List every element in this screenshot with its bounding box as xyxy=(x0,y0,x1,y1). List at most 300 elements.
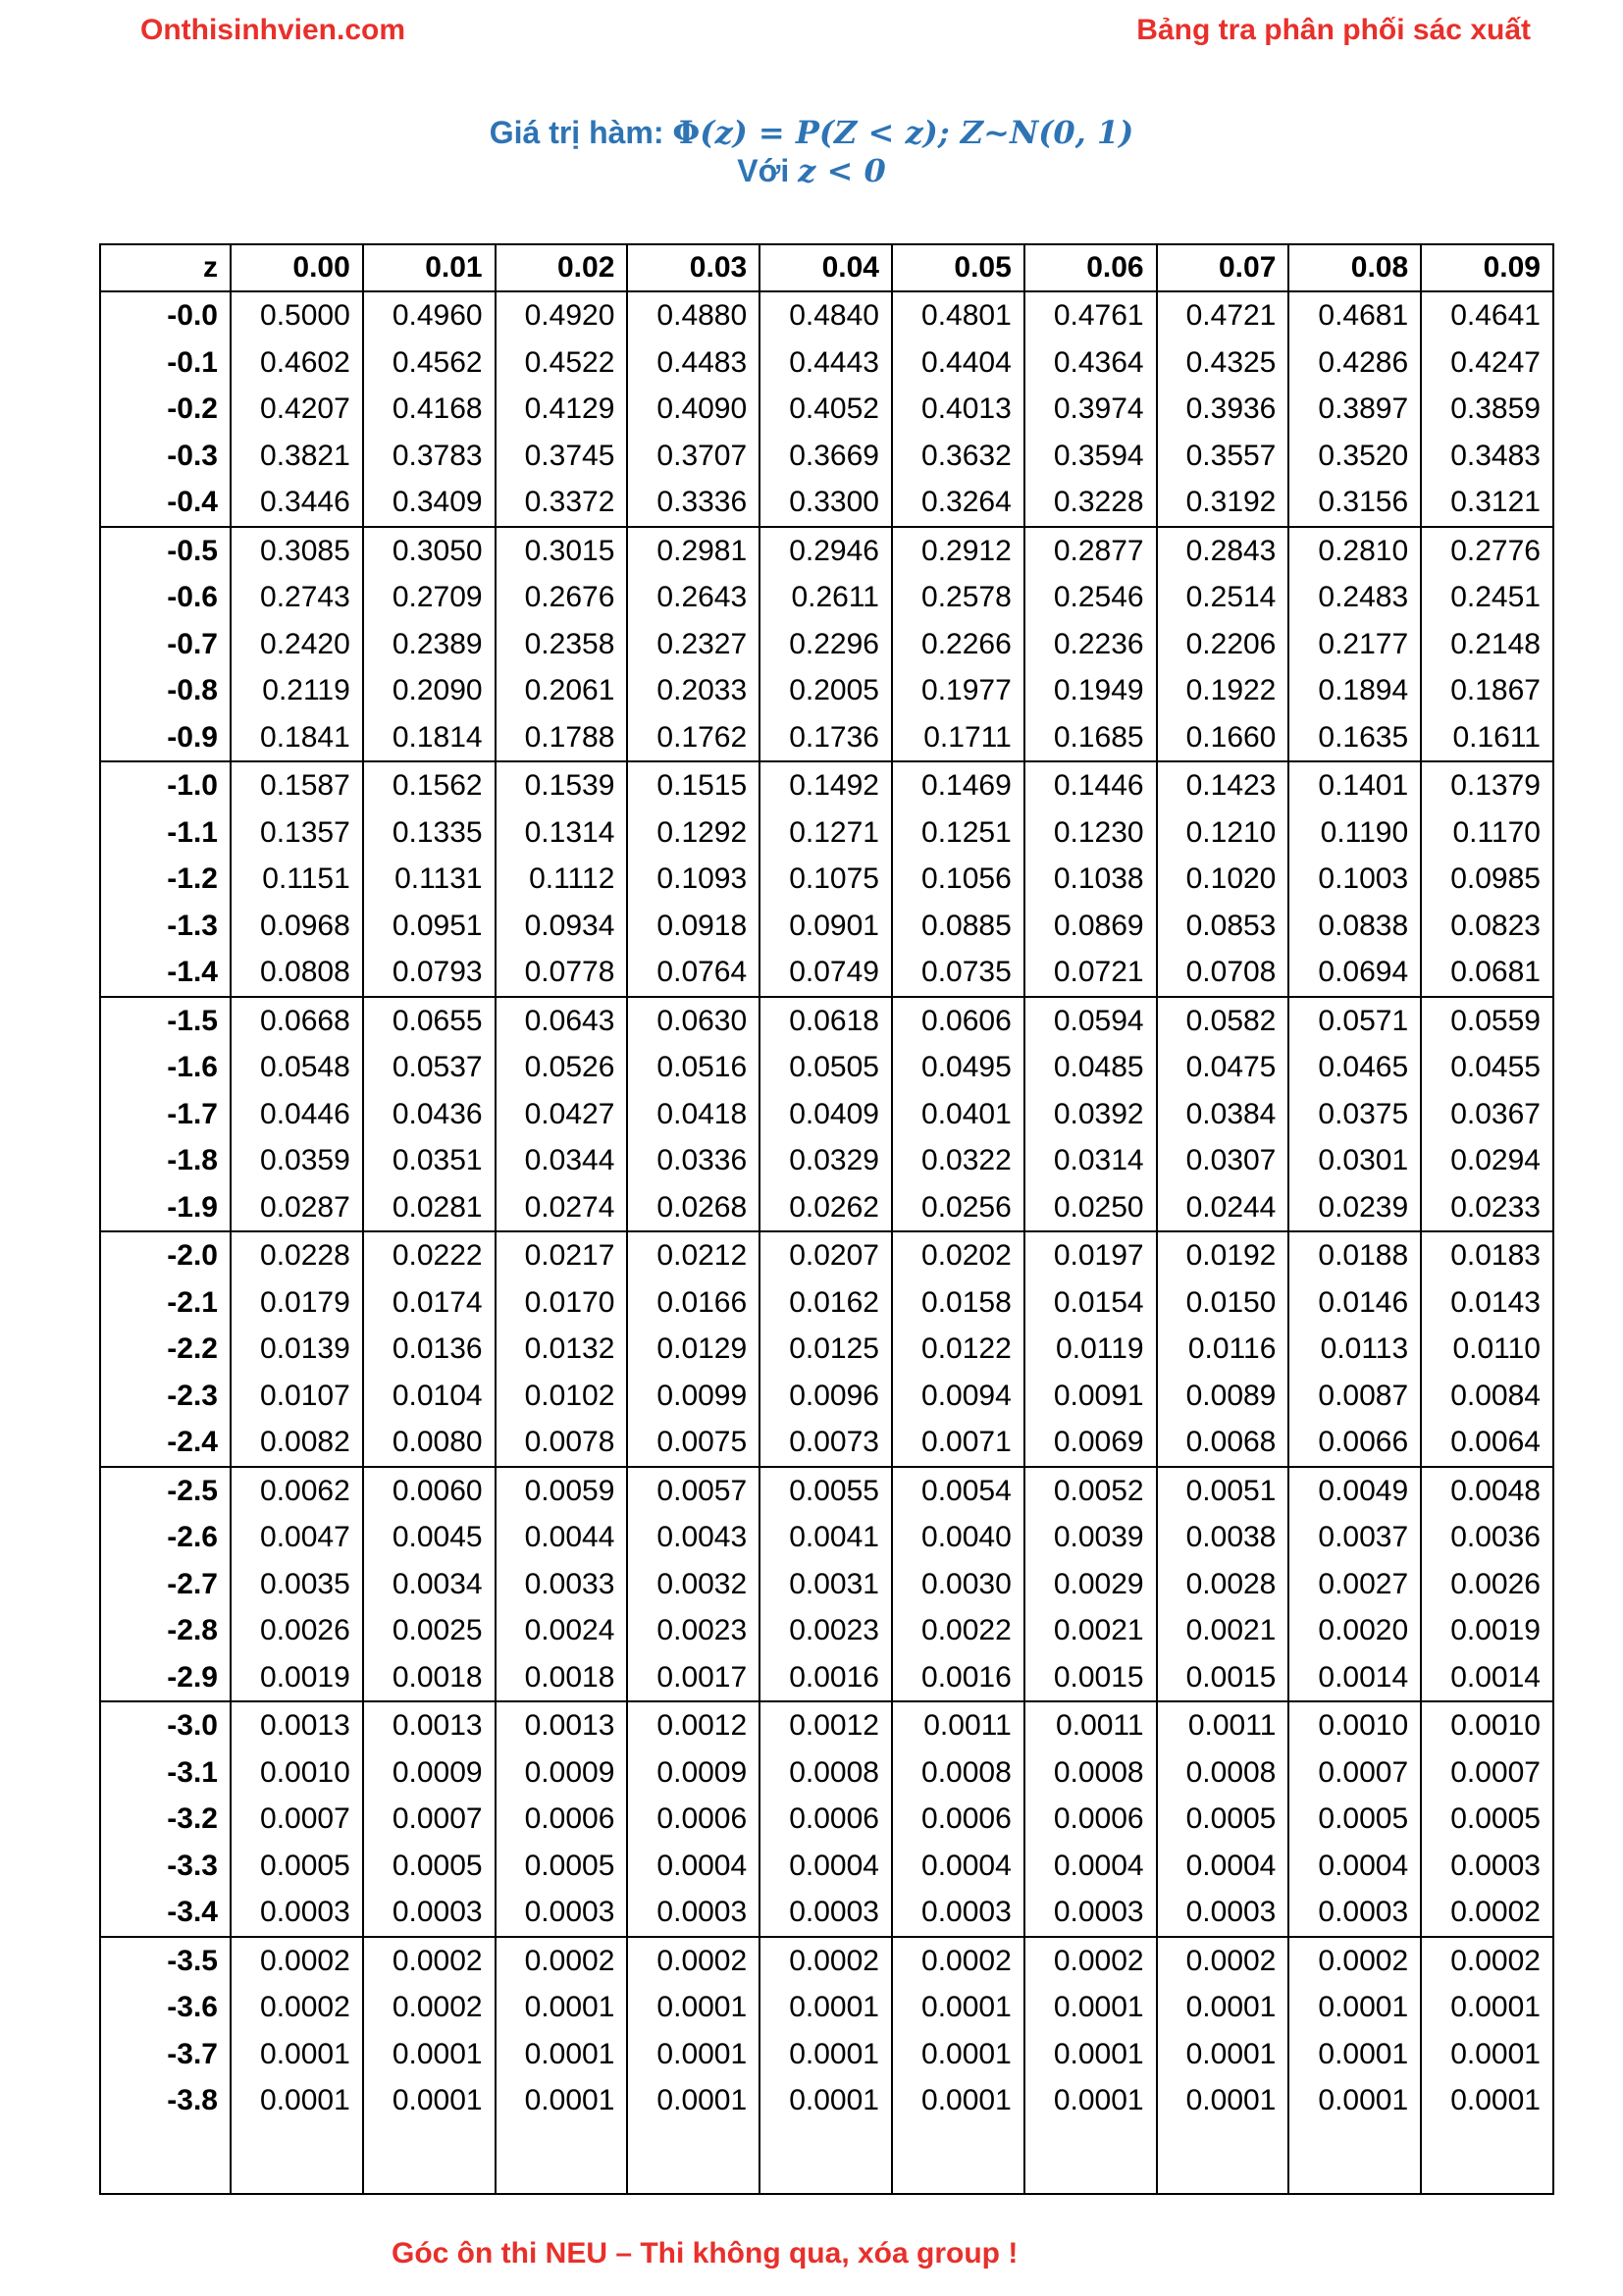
probability-cell: 0.3372 xyxy=(496,479,628,527)
probability-cell: 0.0001 xyxy=(627,2077,759,2124)
probability-cell: 0.2206 xyxy=(1157,621,1289,668)
empty-cell xyxy=(496,2124,628,2194)
probability-cell: 0.0004 xyxy=(1157,1843,1289,1890)
probability-cell: 0.4168 xyxy=(363,386,496,433)
probability-cell: 0.0048 xyxy=(1421,1467,1553,1515)
probability-cell: 0.0001 xyxy=(1421,2031,1553,2078)
table-header-row xyxy=(100,244,1553,291)
probability-cell: 0.2266 xyxy=(892,621,1024,668)
probability-cell: 0.0183 xyxy=(1421,1231,1553,1279)
probability-cell: 0.0003 xyxy=(1024,1889,1157,1937)
empty-cell xyxy=(1157,2124,1289,2194)
table-row xyxy=(100,997,1553,1045)
probability-cell: 0.0764 xyxy=(627,949,759,997)
probability-cell: 0.0212 xyxy=(627,1231,759,1279)
table-row xyxy=(100,386,1553,433)
table-title xyxy=(0,114,1623,151)
probability-cell: 0.0418 xyxy=(627,1091,759,1138)
probability-cell: 0.0089 xyxy=(1157,1373,1289,1420)
probability-cell: 0.0001 xyxy=(496,2031,628,2078)
probability-cell: 0.1492 xyxy=(759,761,892,809)
probability-cell: 0.0268 xyxy=(627,1184,759,1232)
probability-cell: 0.1762 xyxy=(627,714,759,762)
probability-cell: 0.0559 xyxy=(1421,997,1553,1045)
probability-cell: 0.4286 xyxy=(1288,339,1421,387)
probability-cell: 0.4247 xyxy=(1421,339,1553,387)
probability-cell: 0.0594 xyxy=(1024,997,1157,1045)
probability-cell: 0.2389 xyxy=(363,621,496,668)
probability-cell: 0.0059 xyxy=(496,1467,628,1515)
column-header: 0.00 xyxy=(231,244,363,291)
z-value-cell: -3.1 xyxy=(100,1749,231,1797)
probability-cell: 0.0001 xyxy=(1157,2077,1289,2124)
table-row xyxy=(100,856,1553,903)
probability-cell: 0.0052 xyxy=(1024,1467,1157,1515)
column-header: 0.02 xyxy=(496,244,628,291)
z-value-cell: -2.8 xyxy=(100,1607,231,1654)
probability-cell: 0.3745 xyxy=(496,433,628,480)
probability-cell: 0.0655 xyxy=(363,997,496,1045)
probability-cell: 0.0102 xyxy=(496,1373,628,1420)
probability-cell: 0.1949 xyxy=(1024,667,1157,714)
probability-cell: 0.4840 xyxy=(759,291,892,339)
probability-cell: 0.0094 xyxy=(892,1373,1024,1420)
table-row xyxy=(100,1843,1553,1890)
probability-cell: 0.3336 xyxy=(627,479,759,527)
probability-cell: 0.1020 xyxy=(1157,856,1289,903)
probability-cell: 0.0001 xyxy=(363,2077,496,2124)
probability-cell: 0.0001 xyxy=(231,2031,363,2078)
probability-cell: 0.0010 xyxy=(1421,1701,1553,1749)
probability-cell: 0.0062 xyxy=(231,1467,363,1515)
probability-cell: 0.1190 xyxy=(1288,809,1421,857)
probability-cell: 0.0721 xyxy=(1024,949,1157,997)
probability-cell: 0.0011 xyxy=(1024,1701,1157,1749)
probability-cell: 0.0132 xyxy=(496,1326,628,1373)
probability-cell: 0.1112 xyxy=(496,856,628,903)
probability-cell: 0.1922 xyxy=(1157,667,1289,714)
z-value-cell: -0.7 xyxy=(100,621,231,668)
z-value-cell: -0.4 xyxy=(100,479,231,527)
probability-cell: 0.0192 xyxy=(1157,1231,1289,1279)
table-row xyxy=(100,479,1553,527)
probability-cell: 0.4364 xyxy=(1024,339,1157,387)
probability-cell: 0.1446 xyxy=(1024,761,1157,809)
footer-slogan: Góc ôn thi NEU – Thi không qua, xóa group ! xyxy=(392,2237,1019,2270)
probability-cell: 0.3264 xyxy=(892,479,1024,527)
table-row xyxy=(100,621,1553,668)
probability-cell: 0.0001 xyxy=(496,1984,628,2031)
empty-cell xyxy=(363,2124,496,2194)
probability-cell: 0.0918 xyxy=(627,903,759,950)
probability-cell: 0.2776 xyxy=(1421,527,1553,575)
probability-cell: 0.0071 xyxy=(892,1419,1024,1467)
empty-cell xyxy=(231,2124,363,2194)
probability-cell: 0.0314 xyxy=(1024,1137,1157,1184)
z-value-cell: -0.8 xyxy=(100,667,231,714)
probability-cell: 0.1814 xyxy=(363,714,496,762)
probability-cell: 0.3974 xyxy=(1024,386,1157,433)
probability-cell: 0.0060 xyxy=(363,1467,496,1515)
probability-cell: 0.0013 xyxy=(231,1701,363,1749)
site-name: Onthisinhvien.com xyxy=(140,14,406,46)
probability-cell: 0.0808 xyxy=(231,949,363,997)
z-value-cell: -0.6 xyxy=(100,574,231,621)
probability-cell: 0.0143 xyxy=(1421,1279,1553,1327)
table-row xyxy=(100,714,1553,762)
probability-cell: 0.0005 xyxy=(363,1843,496,1890)
probability-cell: 0.1469 xyxy=(892,761,1024,809)
probability-cell: 0.0066 xyxy=(1288,1419,1421,1467)
probability-cell: 0.1788 xyxy=(496,714,628,762)
probability-cell: 0.0002 xyxy=(231,1984,363,2031)
probability-cell: 0.0694 xyxy=(1288,949,1421,997)
probability-cell: 0.0281 xyxy=(363,1184,496,1232)
probability-cell: 0.1335 xyxy=(363,809,496,857)
probability-cell: 0.3409 xyxy=(363,479,496,527)
probability-cell: 0.0002 xyxy=(759,1937,892,1985)
probability-cell: 0.1711 xyxy=(892,714,1024,762)
probability-cell: 0.0202 xyxy=(892,1231,1024,1279)
table-row xyxy=(100,1184,1553,1232)
table-row xyxy=(100,1749,1553,1797)
probability-cell: 0.0004 xyxy=(892,1843,1024,1890)
probability-cell: 0.1230 xyxy=(1024,809,1157,857)
probability-cell: 0.1056 xyxy=(892,856,1024,903)
probability-cell: 0.1867 xyxy=(1421,667,1553,714)
probability-cell: 0.1515 xyxy=(627,761,759,809)
probability-cell: 0.0008 xyxy=(759,1749,892,1797)
z-value-cell: -1.4 xyxy=(100,949,231,997)
probability-cell: 0.1292 xyxy=(627,809,759,857)
z-value-cell: -2.9 xyxy=(100,1654,231,1702)
probability-cell: 0.0007 xyxy=(1288,1749,1421,1797)
probability-cell: 0.4013 xyxy=(892,386,1024,433)
probability-cell: 0.0008 xyxy=(1157,1749,1289,1797)
empty-cell xyxy=(627,2124,759,2194)
column-header: 0.03 xyxy=(627,244,759,291)
table-row xyxy=(100,1937,1553,1985)
probability-cell: 0.3015 xyxy=(496,527,628,575)
probability-cell: 0.3632 xyxy=(892,433,1024,480)
probability-cell: 0.0038 xyxy=(1157,1514,1289,1561)
z-value-cell: -2.4 xyxy=(100,1419,231,1467)
probability-cell: 0.3520 xyxy=(1288,433,1421,480)
probability-cell: 0.0436 xyxy=(363,1091,496,1138)
probability-cell: 0.2514 xyxy=(1157,574,1289,621)
probability-cell: 0.0307 xyxy=(1157,1137,1289,1184)
probability-cell: 0.0001 xyxy=(1421,1984,1553,2031)
table-row xyxy=(100,1984,1553,2031)
probability-cell: 0.2327 xyxy=(627,621,759,668)
probability-cell: 0.0080 xyxy=(363,1419,496,1467)
probability-cell: 0.1314 xyxy=(496,809,628,857)
probability-cell: 0.0001 xyxy=(1024,1984,1157,2031)
probability-cell: 0.4681 xyxy=(1288,291,1421,339)
probability-cell: 0.4721 xyxy=(1157,291,1289,339)
probability-cell: 0.2981 xyxy=(627,527,759,575)
probability-cell: 0.0001 xyxy=(759,1984,892,2031)
column-header: 0.07 xyxy=(1157,244,1289,291)
probability-cell: 0.0001 xyxy=(627,1984,759,2031)
table-row xyxy=(100,1607,1553,1654)
probability-cell: 0.2578 xyxy=(892,574,1024,621)
probability-cell: 0.0043 xyxy=(627,1514,759,1561)
z-value-cell: -1.9 xyxy=(100,1184,231,1232)
probability-cell: 0.0681 xyxy=(1421,949,1553,997)
probability-cell: 0.0197 xyxy=(1024,1231,1157,1279)
table-row xyxy=(100,1231,1553,1279)
probability-cell: 0.0082 xyxy=(231,1419,363,1467)
probability-cell: 0.0045 xyxy=(363,1514,496,1561)
probability-cell: 0.0885 xyxy=(892,903,1024,950)
probability-cell: 0.0003 xyxy=(1421,1843,1553,1890)
probability-cell: 0.0228 xyxy=(231,1231,363,1279)
probability-cell: 0.0495 xyxy=(892,1044,1024,1091)
table-row xyxy=(100,1326,1553,1373)
probability-cell: 0.2358 xyxy=(496,621,628,668)
table-body xyxy=(100,291,1553,2194)
probability-cell: 0.0006 xyxy=(892,1796,1024,1843)
probability-cell: 0.0014 xyxy=(1288,1654,1421,1702)
z-value-cell: -1.3 xyxy=(100,903,231,950)
subtitle-formula: z < 0 xyxy=(798,152,886,189)
table-row xyxy=(100,809,1553,857)
probability-cell: 0.2033 xyxy=(627,667,759,714)
z-value-cell: -1.5 xyxy=(100,997,231,1045)
probability-cell: 0.1131 xyxy=(363,856,496,903)
probability-cell: 0.0041 xyxy=(759,1514,892,1561)
probability-cell: 0.0465 xyxy=(1288,1044,1421,1091)
probability-cell: 0.0162 xyxy=(759,1279,892,1327)
table-row xyxy=(100,1654,1553,1702)
z-value-cell: -3.0 xyxy=(100,1701,231,1749)
probability-cell: 0.0301 xyxy=(1288,1137,1421,1184)
z-table xyxy=(99,243,1554,2195)
probability-cell: 0.0019 xyxy=(231,1654,363,1702)
probability-cell: 0.1841 xyxy=(231,714,363,762)
probability-cell: 0.0668 xyxy=(231,997,363,1045)
subtitle-prefix: Với xyxy=(737,153,799,188)
probability-cell: 0.0021 xyxy=(1157,1607,1289,1654)
probability-cell: 0.4761 xyxy=(1024,291,1157,339)
probability-cell: 0.0001 xyxy=(363,2031,496,2078)
probability-cell: 0.2912 xyxy=(892,527,1024,575)
probability-cell: 0.4602 xyxy=(231,339,363,387)
probability-cell: 0.0002 xyxy=(1421,1889,1553,1937)
probability-cell: 0.0455 xyxy=(1421,1044,1553,1091)
probability-cell: 0.3669 xyxy=(759,433,892,480)
probability-cell: 0.0294 xyxy=(1421,1137,1553,1184)
probability-cell: 0.0154 xyxy=(1024,1279,1157,1327)
probability-cell: 0.0002 xyxy=(231,1937,363,1985)
probability-cell: 0.1635 xyxy=(1288,714,1421,762)
probability-cell: 0.4129 xyxy=(496,386,628,433)
table-row xyxy=(100,949,1553,997)
probability-cell: 0.0001 xyxy=(892,1984,1024,2031)
probability-cell: 0.0139 xyxy=(231,1326,363,1373)
probability-cell: 0.0174 xyxy=(363,1279,496,1327)
probability-cell: 0.0001 xyxy=(892,2077,1024,2124)
column-header: 0.06 xyxy=(1024,244,1157,291)
probability-cell: 0.0013 xyxy=(363,1701,496,1749)
z-value-cell: -0.9 xyxy=(100,714,231,762)
probability-cell: 0.0035 xyxy=(231,1561,363,1608)
probability-cell: 0.0018 xyxy=(363,1654,496,1702)
probability-cell: 0.3483 xyxy=(1421,433,1553,480)
probability-cell: 0.3783 xyxy=(363,433,496,480)
probability-cell: 0.1736 xyxy=(759,714,892,762)
probability-cell: 0.0188 xyxy=(1288,1231,1421,1279)
probability-cell: 0.1003 xyxy=(1288,856,1421,903)
probability-cell: 0.0040 xyxy=(892,1514,1024,1561)
empty-cell xyxy=(1288,2124,1421,2194)
probability-cell: 0.2296 xyxy=(759,621,892,668)
probability-cell: 0.0853 xyxy=(1157,903,1289,950)
probability-cell: 0.0001 xyxy=(1421,2077,1553,2124)
probability-cell: 0.0002 xyxy=(496,1937,628,1985)
probability-cell: 0.0004 xyxy=(759,1843,892,1890)
probability-cell: 0.0003 xyxy=(892,1889,1024,1937)
probability-cell: 0.0016 xyxy=(892,1654,1024,1702)
probability-cell: 0.1611 xyxy=(1421,714,1553,762)
probability-cell: 0.2177 xyxy=(1288,621,1421,668)
column-header: 0.09 xyxy=(1421,244,1553,291)
probability-cell: 0.0150 xyxy=(1157,1279,1289,1327)
probability-cell: 0.2483 xyxy=(1288,574,1421,621)
probability-cell: 0.0003 xyxy=(1157,1889,1289,1937)
probability-cell: 0.0027 xyxy=(1288,1561,1421,1608)
table-row xyxy=(100,291,1553,339)
probability-cell: 0.0003 xyxy=(231,1889,363,1937)
probability-cell: 0.0013 xyxy=(496,1701,628,1749)
probability-cell: 0.0044 xyxy=(496,1514,628,1561)
probability-cell: 0.0007 xyxy=(363,1796,496,1843)
probability-cell: 0.0119 xyxy=(1024,1326,1157,1373)
probability-cell: 0.0012 xyxy=(627,1701,759,1749)
probability-cell: 0.0643 xyxy=(496,997,628,1045)
probability-cell: 0.0244 xyxy=(1157,1184,1289,1232)
table-row xyxy=(100,1889,1553,1937)
table-row xyxy=(100,1279,1553,1327)
probability-cell: 0.0004 xyxy=(1288,1843,1421,1890)
table-row xyxy=(100,1373,1553,1420)
probability-cell: 0.4090 xyxy=(627,386,759,433)
z-value-cell: -3.7 xyxy=(100,2031,231,2078)
table-row xyxy=(100,2077,1553,2124)
probability-cell: 0.0003 xyxy=(759,1889,892,1937)
probability-cell: 0.0951 xyxy=(363,903,496,950)
probability-cell: 0.4880 xyxy=(627,291,759,339)
probability-cell: 0.0582 xyxy=(1157,997,1289,1045)
probability-cell: 0.0336 xyxy=(627,1137,759,1184)
column-header: 0.01 xyxy=(363,244,496,291)
probability-cell: 0.0008 xyxy=(1024,1749,1157,1797)
probability-cell: 0.1151 xyxy=(231,856,363,903)
empty-cell xyxy=(892,2124,1024,2194)
probability-cell: 0.2643 xyxy=(627,574,759,621)
doc-title: Bảng tra phân phối sác xuất xyxy=(1136,14,1531,46)
probability-cell: 0.3192 xyxy=(1157,479,1289,527)
probability-cell: 0.3121 xyxy=(1421,479,1553,527)
table-row xyxy=(100,1514,1553,1561)
probability-cell: 0.1357 xyxy=(231,809,363,857)
z-value-cell: -2.0 xyxy=(100,1231,231,1279)
z-value-cell: -1.1 xyxy=(100,809,231,857)
table-subtitle xyxy=(0,152,1623,189)
probability-cell: 0.3897 xyxy=(1288,386,1421,433)
probability-cell: 0.0359 xyxy=(231,1137,363,1184)
probability-cell: 0.2810 xyxy=(1288,527,1421,575)
column-header: 0.05 xyxy=(892,244,1024,291)
probability-cell: 0.0001 xyxy=(627,2031,759,2078)
probability-cell: 0.2148 xyxy=(1421,621,1553,668)
empty-cell xyxy=(1024,2124,1157,2194)
probability-cell: 0.0078 xyxy=(496,1419,628,1467)
probability-cell: 0.0001 xyxy=(892,2031,1024,2078)
probability-cell: 0.0485 xyxy=(1024,1044,1157,1091)
probability-cell: 0.0170 xyxy=(496,1279,628,1327)
probability-cell: 0.3859 xyxy=(1421,386,1553,433)
probability-cell: 0.0526 xyxy=(496,1044,628,1091)
probability-cell: 0.0001 xyxy=(1288,2077,1421,2124)
probability-cell: 0.0002 xyxy=(363,1984,496,2031)
probability-cell: 0.3557 xyxy=(1157,433,1289,480)
probability-cell: 0.0068 xyxy=(1157,1419,1289,1467)
probability-cell: 0.0793 xyxy=(363,949,496,997)
probability-cell: 0.0125 xyxy=(759,1326,892,1373)
probability-cell: 0.0004 xyxy=(627,1843,759,1890)
probability-cell: 0.0384 xyxy=(1157,1091,1289,1138)
z-value-cell: -2.1 xyxy=(100,1279,231,1327)
z-value-cell: -0.1 xyxy=(100,339,231,387)
probability-cell: 0.0002 xyxy=(1024,1937,1157,1985)
probability-cell: 0.0002 xyxy=(1421,1937,1553,1985)
probability-cell: 0.0018 xyxy=(496,1654,628,1702)
probability-cell: 0.0002 xyxy=(1288,1937,1421,1985)
table-row xyxy=(100,2031,1553,2078)
probability-cell: 0.0011 xyxy=(892,1701,1024,1749)
probability-cell: 0.0002 xyxy=(627,1937,759,1985)
probability-cell: 0.0024 xyxy=(496,1607,628,1654)
probability-cell: 0.3050 xyxy=(363,527,496,575)
probability-cell: 0.0064 xyxy=(1421,1419,1553,1467)
probability-cell: 0.0099 xyxy=(627,1373,759,1420)
probability-cell: 0.0023 xyxy=(759,1607,892,1654)
probability-cell: 0.0217 xyxy=(496,1231,628,1279)
probability-cell: 0.2090 xyxy=(363,667,496,714)
probability-cell: 0.3936 xyxy=(1157,386,1289,433)
probability-cell: 0.1401 xyxy=(1288,761,1421,809)
probability-cell: 0.0051 xyxy=(1157,1467,1289,1515)
probability-cell: 0.0023 xyxy=(627,1607,759,1654)
probability-cell: 0.0262 xyxy=(759,1184,892,1232)
z-value-cell: -3.4 xyxy=(100,1889,231,1937)
probability-cell: 0.0934 xyxy=(496,903,628,950)
probability-cell: 0.0025 xyxy=(363,1607,496,1654)
table-row xyxy=(100,1137,1553,1184)
probability-cell: 0.0012 xyxy=(759,1701,892,1749)
formula-text: (z) = P(Z < z); Z~N(0, 1) xyxy=(700,114,1134,151)
probability-cell: 0.0028 xyxy=(1157,1561,1289,1608)
probability-cell: 0.0778 xyxy=(496,949,628,997)
probability-cell: 0.0075 xyxy=(627,1419,759,1467)
probability-cell: 0.2709 xyxy=(363,574,496,621)
probability-cell: 0.0749 xyxy=(759,949,892,997)
probability-cell: 0.0087 xyxy=(1288,1373,1421,1420)
title-prefix: Giá trị hàm: xyxy=(489,115,673,150)
probability-cell: 0.0007 xyxy=(1421,1749,1553,1797)
